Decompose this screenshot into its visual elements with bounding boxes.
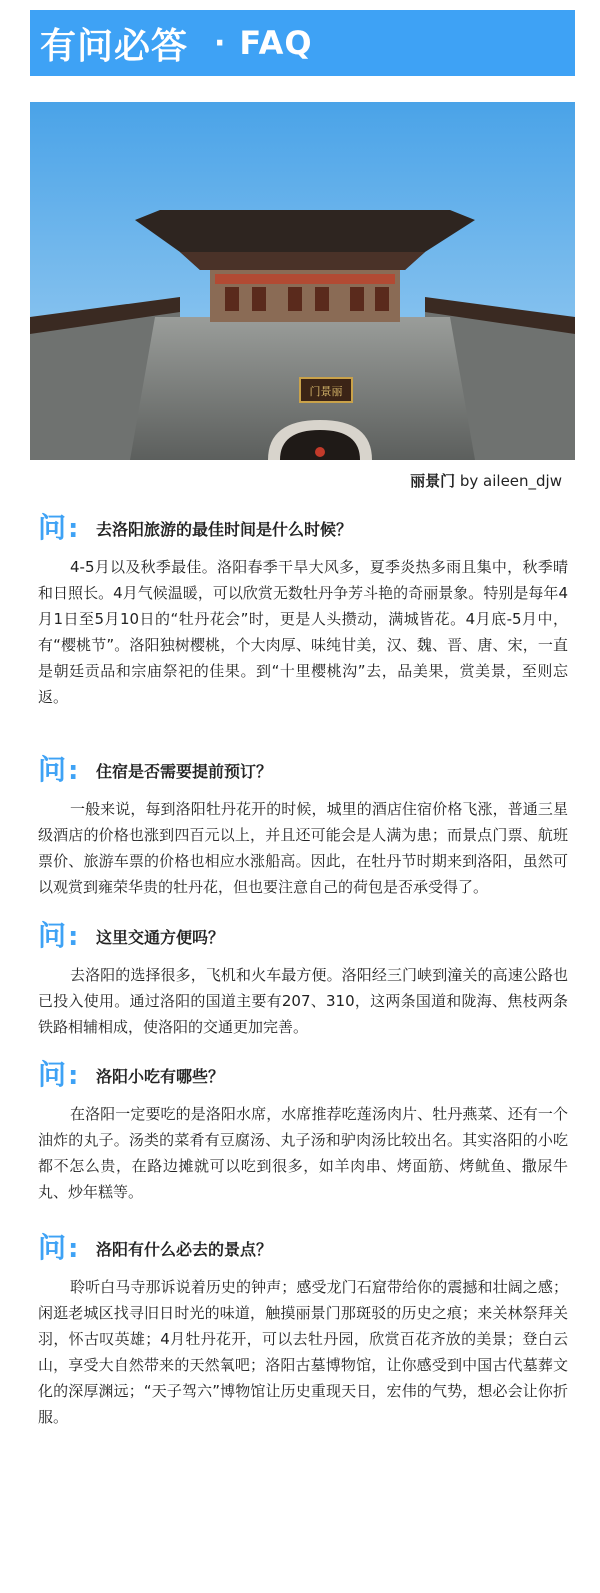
question-mark-icon: 问: [38, 1058, 79, 1091]
faq-item [38, 752, 568, 900]
answer-text: 一般来说，每到洛阳牡丹花开的时候，城里的酒店住宿价格飞涨，普通三星级酒店的价格也涨到四百元以上，并且还可能会是人满为患；而景点门票、航班票价、旅游车票的价格也相应水涨船高。因此，在牡丹节时期来到洛阳，虽然可以观赏到雍荣华贵的牡丹花，但也要注意自己的荷包是否承受得了。 [38, 800, 568, 896]
header-separator: · [214, 25, 226, 61]
question-mark-icon: 问: [38, 1231, 79, 1264]
lijingmen-photo [30, 102, 575, 460]
answer-text: 去洛阳的选择很多，飞机和火车最方便。洛阳经三门峡到潼关的高速公路也已投入使用。通过洛阳的国道主要有207、310，这两条国道和陇海、焦枝两条铁路相辅相成，使洛阳的交通更加完善。 [38, 966, 568, 1036]
caption-place: 丽景门 [410, 472, 456, 490]
faq-item [38, 1230, 568, 1430]
question-row [38, 752, 568, 788]
header-title-en: FAQ [239, 24, 313, 62]
question-row [38, 1230, 568, 1266]
header-title-cn: 有问必答 [40, 25, 189, 67]
answer-text: 在洛阳一定要吃的是洛阳水席，水席推荐吃莲汤肉片、牡丹燕菜、还有一个油炸的丸子。汤类的菜肴有豆腐汤、丸子汤和驴肉汤比较出名。其实洛阳的小吃都不怎么贵，在路边摊就可以吃到很多，如羊肉串、烤面筋、烤鱿鱼、撒尿牛丸、炒年糕等。 [38, 1105, 568, 1201]
question-mark-icon: 问: [38, 919, 79, 952]
faq-item [38, 1057, 568, 1205]
faq-item [38, 918, 568, 1040]
page-header [30, 10, 575, 76]
question-text: 去洛阳旅游的最佳时间是什么时候？ [96, 519, 353, 539]
question-mark-icon: 问: [38, 511, 79, 544]
question-mark-icon: 问: [38, 753, 79, 786]
photo-caption [410, 470, 562, 491]
answer-text: 4-5月以及秋季最佳。洛阳春季干旱大风多，夏季炎热多雨且集中，秋季晴和日照长。4月气候温暖，可以欣赏无数牡丹争芳斗艳的奇丽景象。特别是每年4月1日至5月10日的“牡丹花会”时，更是人头攒动，满城皆花。4月底-5月中，有“樱桃节”。洛阳独树樱桃，个大肉厚、味纯甘美，汉、魏、晋、唐、宋，一直是朝廷贡品和宗庙祭祀的佳果。到“十里樱桃沟”去，品美果，赏美景，至则忘返。 [38, 558, 568, 706]
question-text: 洛阳有什么必去的景点？ [96, 1239, 273, 1259]
question-row [38, 918, 568, 954]
question-row [38, 510, 568, 546]
question-text: 这里交通方便吗？ [96, 927, 225, 947]
question-row [38, 1057, 568, 1093]
question-text: 洛阳小吃有哪些？ [96, 1066, 225, 1086]
caption-by: by aileen_djw [459, 472, 562, 490]
faq-item [38, 510, 568, 710]
gate-plaque-text: 门景丽 [309, 385, 343, 398]
question-text: 住宿是否需要提前预订？ [96, 761, 273, 781]
answer-text: 聆听白马寺那诉说着历史的钟声；感受龙门石窟带给你的震撼和壮阔之感；闲逛老城区找寻旧日时光的味道，触摸丽景门那斑驳的历史之痕；来关林祭拜关羽，怀古叹英雄；4月牡丹花开，可以去牡丹园，欣赏百花齐放的美景；登白云山，享受大自然带来的天然氧吧；洛阳古墓博物馆，让你感受到中国古代墓葬文化的深厚渊远；“天子驾六”博物馆让历史重现天日，宏伟的气势，想必会让你折服。 [38, 1278, 568, 1426]
gate-illustration [30, 102, 575, 460]
